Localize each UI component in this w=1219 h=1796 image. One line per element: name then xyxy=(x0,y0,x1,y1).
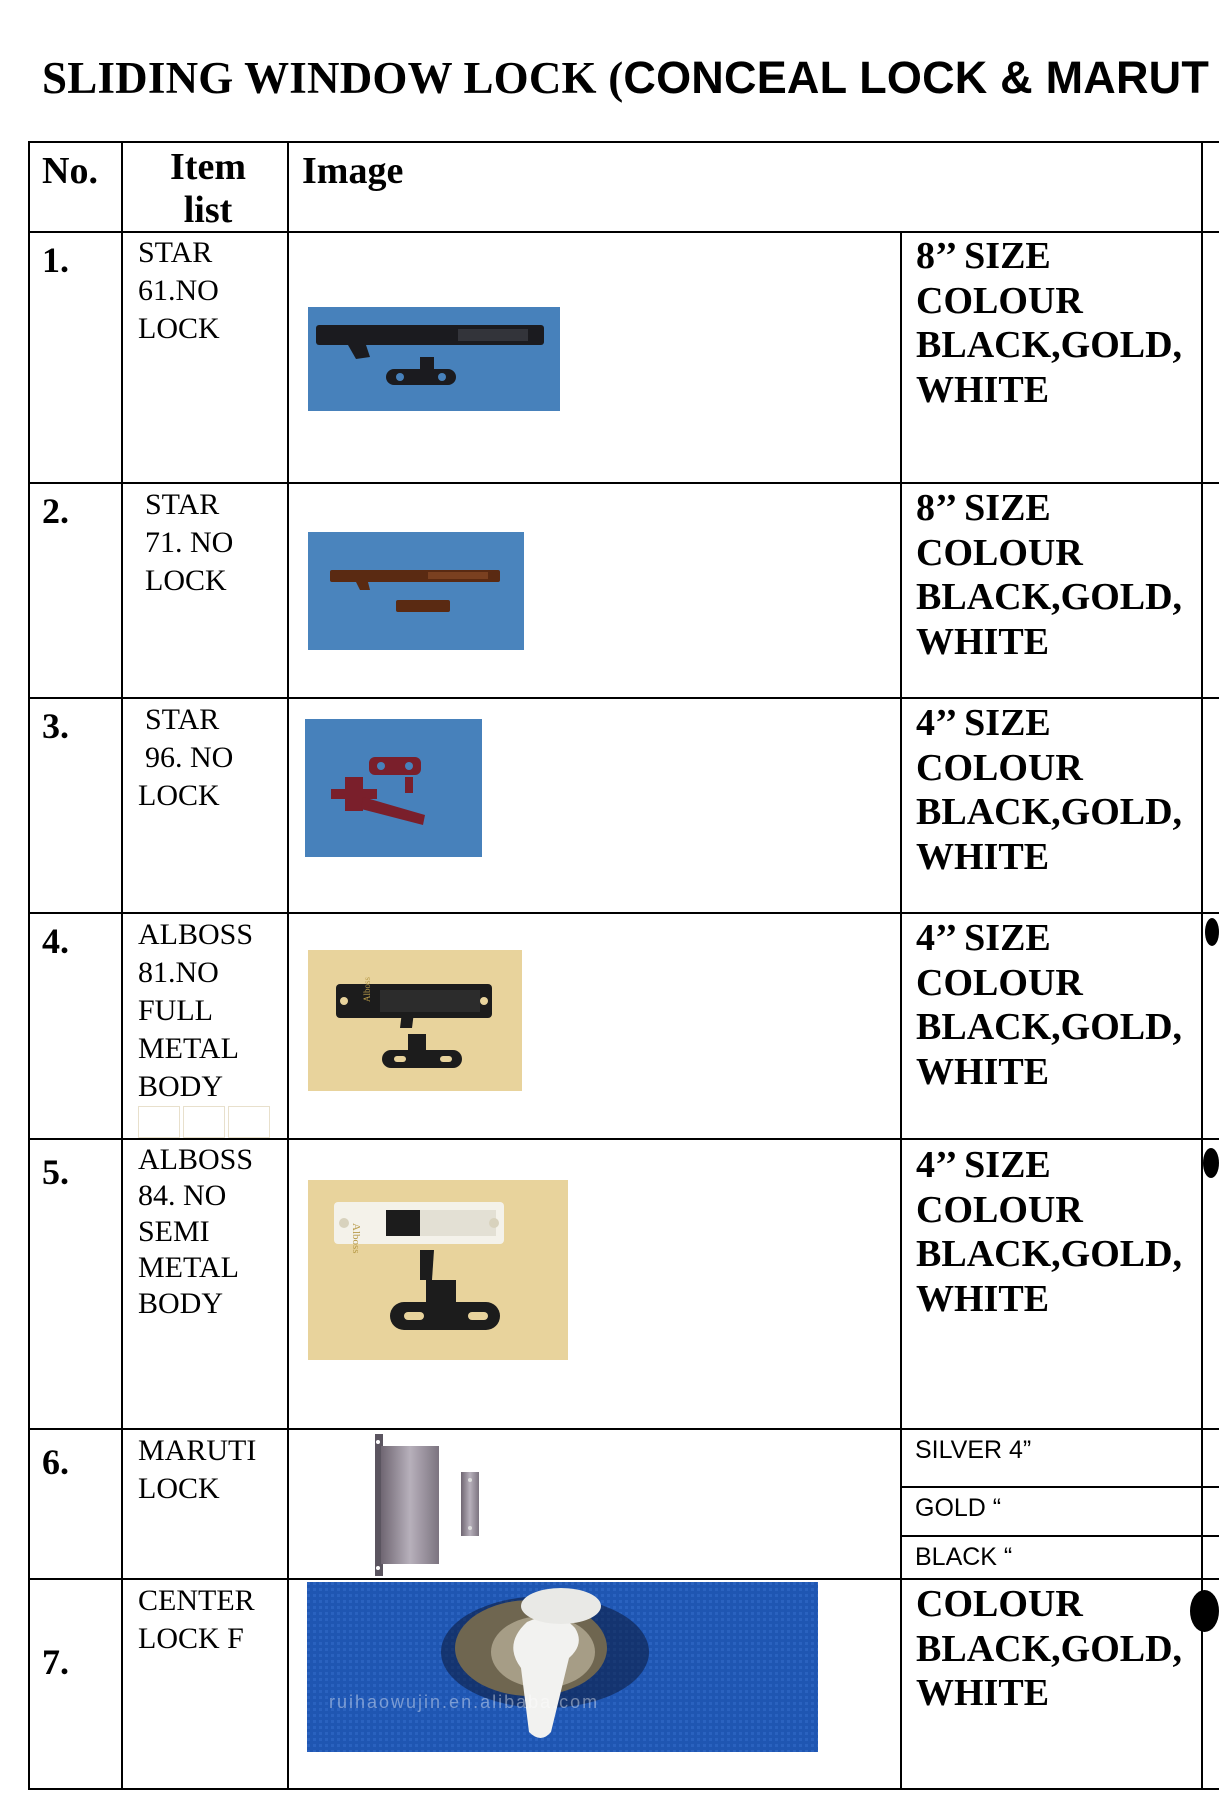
row-number: 5. xyxy=(42,1152,69,1192)
svg-text:ruihaowujin.en.alibaba.com: ruihaowujin.en.alibaba.com xyxy=(329,1692,600,1712)
item-name: ALBOSS 81.NO FULL METAL BODY xyxy=(138,918,254,1103)
maruti-lock-photo xyxy=(365,1432,515,1578)
decorative-boxes xyxy=(138,1106,270,1138)
spec-text: 8’’ SIZE COLOUR BLACK,GOLD, WHITE xyxy=(916,235,1183,411)
star-96-lock-photo xyxy=(305,719,482,857)
item-name: MARUTI LOCK xyxy=(138,1434,257,1505)
variant-gold: GOLD “ xyxy=(915,1494,1002,1522)
header-image: Image xyxy=(302,150,404,192)
variant-black: BLACK “ xyxy=(915,1543,1013,1571)
row-number: 2. xyxy=(42,491,69,531)
row-number: 1. xyxy=(42,240,69,280)
row-number: 6. xyxy=(42,1442,69,1482)
alboss-81-lock-photo xyxy=(308,950,522,1091)
spec-text: COLOUR BLACK,GOLD, WHITE xyxy=(916,1583,1183,1714)
item-name: CENTER LOCK F xyxy=(138,1584,255,1655)
alboss-84-lock-photo xyxy=(308,1180,568,1360)
star-61-lock-photo xyxy=(308,307,560,411)
svg-text:Alboss: Alboss xyxy=(350,1223,362,1254)
spec-text: 4’’ SIZE COLOUR BLACK,GOLD, WHITE xyxy=(916,1144,1183,1320)
item-name: ALBOSS 84. NO SEMI METAL BODY xyxy=(138,1143,254,1320)
edge-mark xyxy=(1203,1148,1219,1178)
svg-text:Alboss: Alboss xyxy=(362,976,372,1002)
spec-text: 8’’ SIZE COLOUR BLACK,GOLD, WHITE xyxy=(916,487,1183,663)
row-number: 4. xyxy=(42,921,69,961)
header-no: No. xyxy=(42,150,98,192)
center-lock-photo xyxy=(307,1582,818,1752)
item-name: STAR 96. NO LOCK xyxy=(138,703,234,812)
edge-mark xyxy=(1190,1590,1219,1632)
row-number: 3. xyxy=(42,706,69,746)
row-number: 7. xyxy=(42,1642,69,1682)
variant-silver: SILVER 4” xyxy=(915,1436,1032,1464)
star-71-lock-photo xyxy=(308,532,524,650)
item-name: STAR 61.NO LOCK xyxy=(138,236,220,345)
header-item-list: Item list xyxy=(170,146,246,231)
edge-mark xyxy=(1205,918,1219,946)
spec-text: 4’’ SIZE COLOUR BLACK,GOLD, WHITE xyxy=(916,702,1183,878)
item-name: STAR 71. NO LOCK xyxy=(145,488,234,597)
page-title: SLIDING WINDOW LOCK (CONCEAL LOCK & MARUT xyxy=(42,52,1210,103)
spec-text: 4’’ SIZE COLOUR BLACK,GOLD, WHITE xyxy=(916,917,1183,1093)
